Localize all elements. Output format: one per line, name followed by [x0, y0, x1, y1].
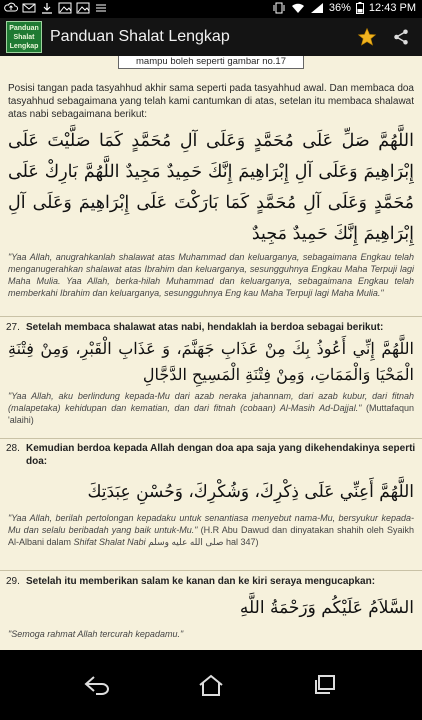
app-title: Panduan Shalat Lengkap: [50, 28, 230, 45]
mail-icon: [22, 2, 36, 14]
step-28-translation-text: "Yaa Allah, berilah pertolongan kepadaku untuk senantiasa menyebut nama-Mu, bersyukur kepada-Mu dan selalu beribadah yang baik untuk-Mu.": [8, 513, 414, 535]
home-button[interactable]: [189, 663, 233, 707]
favorite-button[interactable]: [350, 20, 384, 54]
step-28-translation: [8, 512, 414, 548]
step-27-title: Setelah membaca shalawat atas nabi, hendaklah ia berdoa sebagai berikut:: [26, 322, 384, 333]
shalawat-arabic: اللَّهُمَّ صَلِّ عَلَى مُحَمَّدٍ وَعَلَى آلِ مُحَمَّدٍ كَمَا صَلَّيْتَ عَلَى إِبْرَاهِيمَ وَعَلَى آلِ إِبْرَاهِيمَ إِنَّكَ حَمِيدٌ مَجِيدٌ اللَّهُمَّ بَارِكْ عَلَى مُحَمَّدٍ وَعَلَى آلِ مُحَمَّدٍ كَمَا بَارَكْتَ عَلَى إِبْرَاهِيمَ وَعَلَى آلِ إِبْرَاهِيمَ إِنَّكَ حَمِيدٌ مَجِيدٌ: [8, 131, 414, 244]
recents-button[interactable]: [303, 663, 347, 707]
step-27-arabic: اللَّهُمَّ إِنِّي أَعُوذُ بِكَ مِنْ عَذَابِ جَهَنَّمَ، وَ عَذَابِ الْقَبْرِ، وَمِنْ فِتْنَةِ الْمَحْيَا وَالْمَمَاتِ، وَمِنْ فِتْنَةِ الْمَسِيحِ الدَّجَّالِ: [8, 339, 414, 384]
status-bar: [0, 0, 422, 18]
step-28-number: 28.: [6, 443, 20, 454]
image-icon-2: [76, 2, 90, 14]
step-29-number: 29.: [6, 576, 20, 587]
wifi-icon: [291, 2, 305, 14]
app-logo[interactable]: [6, 21, 42, 53]
home-icon: [198, 674, 224, 696]
step-27-translation-text: "Yaa Allah, aku berlindung kepada-Mu dari azab neraka jahannam, dari azab kubur, dari fitnah (malapetaka) kehidupan dan kematian, dan dari fitnah (cobaan) Al-Masih Ad-Dajjal.": [8, 391, 414, 413]
article-content[interactable]: [0, 56, 422, 650]
recents-icon: [313, 674, 337, 696]
back-icon: [84, 675, 110, 695]
star-icon: [357, 27, 377, 47]
logo-line-3: Lengkap: [9, 42, 39, 50]
step-28-book: Shifat Shalat Nabi: [73, 537, 146, 547]
back-button[interactable]: [75, 663, 119, 707]
share-icon: [392, 28, 410, 46]
step-28-heading: [6, 442, 416, 468]
system-status: [272, 2, 416, 14]
signal-icon: [310, 2, 324, 14]
step-28-source-end: صلى الله عليه وسلم hal 347): [145, 537, 259, 547]
step-27-heading: [6, 321, 416, 334]
image-caption: mampu boleh seperti gambar no.17: [118, 56, 304, 69]
vibrate-icon: [272, 2, 286, 14]
step-27-number: 27.: [6, 322, 20, 333]
divider: [0, 316, 422, 317]
divider: [0, 438, 422, 439]
download-icon: [40, 2, 54, 14]
intro-paragraph: Posisi tangan pada tasyahhud akhir sama seperti pada tasyahhud awal. Dan membaca doa tasyahhud sebagaimana yang telah kami cantumkan di atas, setelan itu membaca shalawat atas nabi sebagaimana berikut:: [8, 83, 414, 120]
notification-icons: [4, 2, 108, 14]
step-27-source: (Muttafaqun 'alaihi): [8, 403, 414, 425]
lines-icon: [94, 2, 108, 14]
shalawat-translation: "Yaa Allah, anugrahkanlah shalawat atas Muhammad dan keluarganya, sebagaimana Engkau telah menganugerahkan shalawat atas Ibrahim dan keluarganya, sesungguhnya Engkau Maha Terpuji lagi Maha Mulia. Yaa Allah, berka-hilah Muhammad dan keluarganya, sebagaimana Engkau telah memberkahi Ibrahim dan keluarganya, sesungguhnya Eng kau Maha Terpuji lagi Maha Mulia.": [8, 252, 414, 298]
step-28-source: (H.R Abu Dawud dan dinyatakan shahih oleh Syaikh Al-Albani dalam: [8, 525, 414, 547]
divider: [0, 570, 422, 571]
clock: 12:43 PM: [368, 2, 416, 14]
step-29-heading: [6, 575, 416, 588]
share-button[interactable]: [384, 20, 418, 54]
action-bar: [0, 18, 422, 56]
logo-line-2: Shalat: [13, 33, 35, 41]
logo-line-1: Panduan: [9, 24, 39, 32]
battery-icon: [356, 2, 364, 14]
cloud-upload-icon: [4, 2, 18, 14]
step-28-arabic: اللَّهُمَّ أَعِنِّي عَلَى ذِكْرِكَ، وَشُكْرِكَ، وَحُسْنِ عِبَدَتِكَ: [87, 482, 414, 502]
battery-percent: 36%: [328, 2, 351, 14]
step-28-title: Kemudian berdoa kepada Allah dengan doa apa saja yang dikehendakinya seperti doa:: [26, 443, 416, 467]
image-icon: [58, 2, 72, 14]
step-29-translation: "Semoga rahmat Allah tercurah kepadamu.": [8, 629, 184, 639]
step-29-title: Setelah itu memberikan salam ke kanan dan ke kiri seraya mengucapkan:: [26, 576, 376, 587]
step-27-translation: [8, 390, 414, 426]
navigation-bar: [0, 650, 422, 720]
step-29-arabic: السَّلاَمُ عَلَيْكُم وَرَحْمَةُ اللَّهِ: [239, 598, 414, 618]
